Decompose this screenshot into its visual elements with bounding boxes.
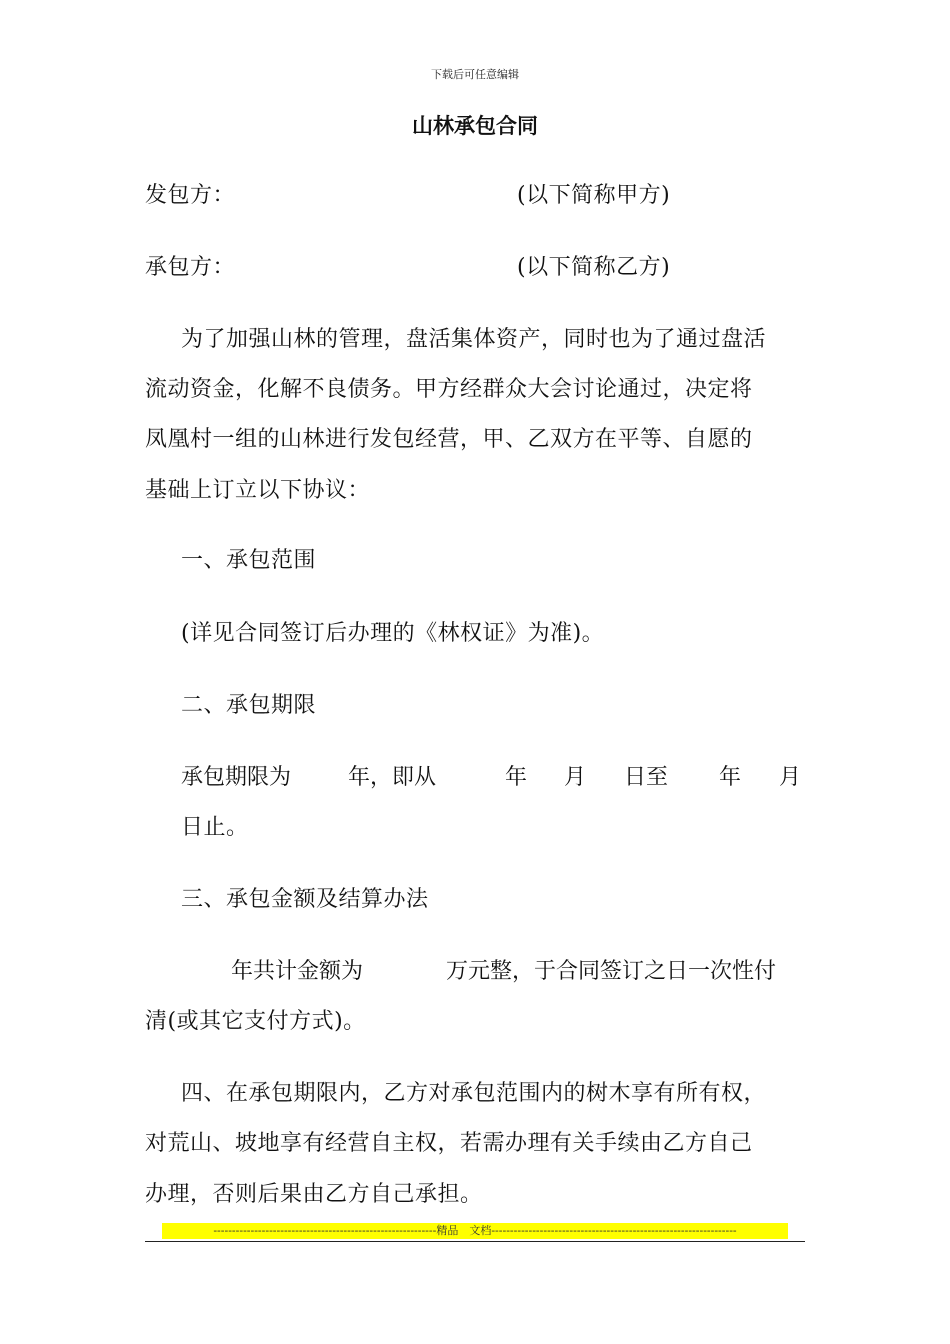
- intro-line-2: 流动资金，化解不良债务。甲方经群众大会讨论通过，决定将: [145, 377, 753, 402]
- section3-end: 清(或其它支付方式)。: [145, 1009, 366, 1034]
- lessor-note: (以下简称甲方): [517, 183, 671, 208]
- section2-end: 日止。: [181, 815, 249, 840]
- amount-text-1: 年共计金额为: [231, 959, 364, 984]
- term-text-5: 日至: [624, 765, 669, 790]
- term-text-7: 月: [779, 765, 802, 790]
- section3-heading: 三、承包金额及结算办法: [181, 887, 429, 912]
- intro-line-1: 为了加强山林的管理，盘活集体资产，同时也为了通过盘活: [181, 327, 767, 352]
- section1-body: (详见合同签订后办理的《林权证》为准)。: [181, 621, 605, 646]
- term-text-2: 年，即从: [348, 765, 437, 790]
- lessor-label: 发包方：: [145, 183, 236, 208]
- amount-text-2: 万元整，于合同签订之日一次性付: [446, 959, 777, 984]
- footer-banner: ------------------------------------------------------------精品 文档------------------------------------------------------------------: [162, 1223, 788, 1239]
- intro-line-3: 凤凰村一组的山林进行发包经营，甲、乙双方在平等、自愿的: [145, 427, 753, 452]
- section1-heading: 一、承包范围: [181, 548, 317, 573]
- lessee-note: (以下简称乙方): [517, 255, 671, 280]
- header-note: 下载后可任意编辑: [431, 68, 519, 81]
- document-title: 山林承包合同: [412, 113, 538, 138]
- section2-heading: 二、承包期限: [181, 693, 317, 718]
- section4-line-2: 对荒山、坡地享有经营自主权，若需办理有关手续由乙方自己: [145, 1131, 753, 1156]
- term-text-1: 承包期限为: [181, 765, 292, 790]
- term-text-6: 年: [719, 765, 742, 790]
- term-text-3: 年: [505, 765, 528, 790]
- intro-line-4: 基础上订立以下协议：: [145, 478, 371, 503]
- lessee-label: 承包方：: [145, 255, 236, 280]
- section4-line-3: 办理，否则后果由乙方自己承担。: [145, 1182, 483, 1207]
- footer-divider: [145, 1241, 805, 1242]
- section4-line-1: 四、在承包期限内，乙方对承包范围内的树木享有所有权，: [181, 1081, 767, 1106]
- term-text-4: 月: [564, 765, 587, 790]
